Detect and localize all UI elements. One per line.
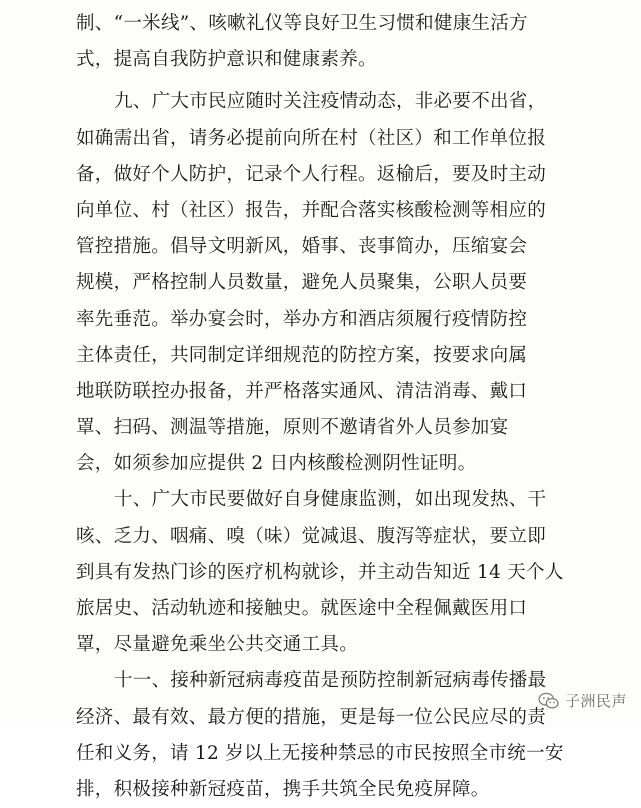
text-line: 到具有发热门诊的医疗机构就诊，并主动告知近 14 天个人 <box>76 561 564 583</box>
text-line: 管控措施。倡导文明新风，婚事、丧事简办，压缩宴会 <box>76 236 528 258</box>
text-line: 任和义务，请 12 岁以上无接种禁忌的市民按照全市统一安 <box>76 742 564 764</box>
text-line: 制、“一米线”、咳嗽礼仪等良好卫生习惯和健康生活方 <box>76 13 528 34</box>
text-line: 排，积极接种新冠疫苗，携手共筑全民免疫屏障。 <box>76 778 490 800</box>
text-line: 向单位、村（社区）报告，并配合落实核酸检测等相应的 <box>76 199 547 221</box>
paragraph-eleven-start: 十一、接种新冠病毒疫苗是预防控制新冠病毒传播最 <box>114 670 547 692</box>
text-line: 备，做好个人防护，记录个人行程。返榆后，要及时主动 <box>76 163 547 185</box>
watermark <box>538 690 627 711</box>
text-line: 主体责任，共同制定详细规范的防控方案，按要求向属 <box>76 344 528 366</box>
text-line: 罩、扫码、测温等措施，原则不邀请省外人员参加宴 <box>76 417 509 439</box>
text-line: 旅居史、活动轨迹和接触史。就医途中全程佩戴医用口 <box>76 598 528 619</box>
text-line: 会，如须参加应提供 2 日内核酸检测阴性证明。 <box>76 453 477 475</box>
text-line: 式，提高自我防护意识和健康素养。 <box>76 49 377 71</box>
text-line: 规模，严格控制人员数量，避免人员聚集，公职人员要 <box>76 272 528 294</box>
paragraph-ten-start: 十、广大市民要做好自身健康监测，如出现发热、干 <box>114 489 547 511</box>
paragraph-nine-start: 九、广大市民应随时关注疫情动态，非必要不出省， <box>114 91 547 113</box>
text-line: 率先垂范。举办宴会时，举办方和酒店须履行疫情防控 <box>76 308 528 330</box>
text-line: 咳、乏力、咽痛、嗅（味）觉减退、腹泻等症状，要立即 <box>76 525 547 547</box>
text-line: 罩，尽量避免乘坐公共交通工具。 <box>76 634 359 656</box>
document-body <box>76 6 596 808</box>
wechat-icon <box>538 692 560 710</box>
text-line: 如确需出省，请务必提前向所在村（社区）和工作单位报 <box>76 127 547 149</box>
text-line: 地联防联控办报备，并严格落实通风、清洁消毒、戴口 <box>76 380 528 402</box>
text-line: 经济、最有效、最方便的措施，更是每一位公民应尽的责 <box>76 706 547 728</box>
watermark-text: 子洲民声 <box>564 692 627 710</box>
